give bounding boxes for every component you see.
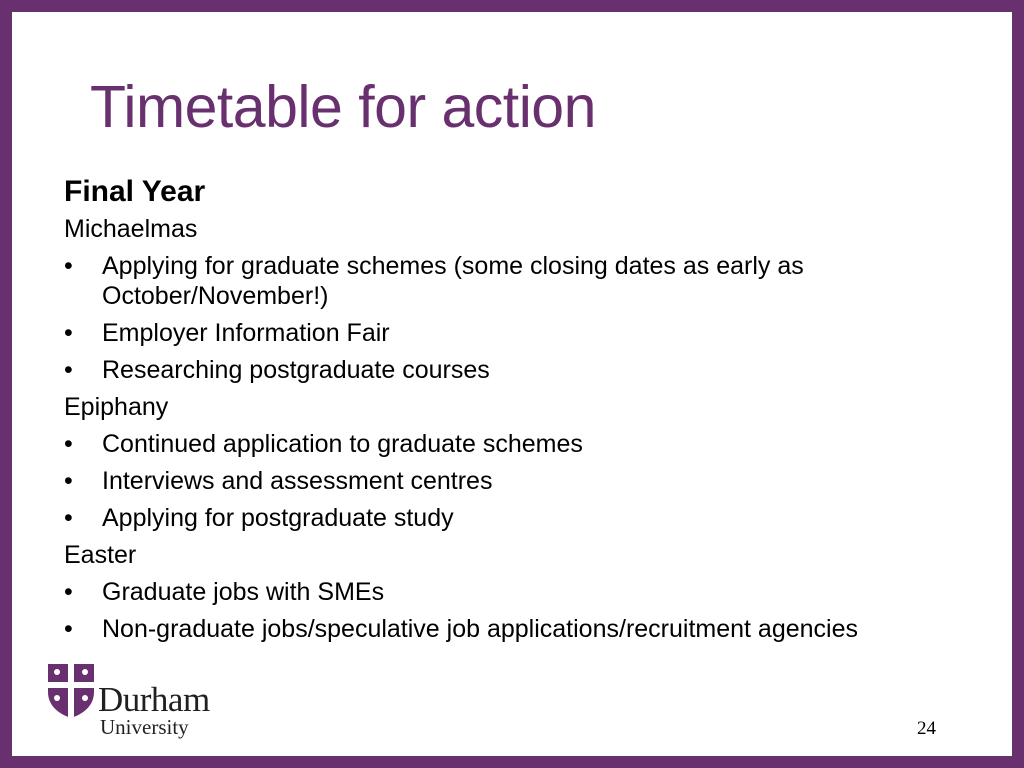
list-item-text: Graduate jobs with SMEs xyxy=(102,578,385,606)
logo-subtitle: University xyxy=(100,715,189,739)
list-item xyxy=(64,355,984,385)
bullet: • xyxy=(64,578,73,606)
section-heading: Final Year xyxy=(64,175,206,208)
bullet: • xyxy=(64,319,73,347)
bullet: • xyxy=(64,504,73,532)
term-easter: Easter xyxy=(64,541,137,569)
list-item-text: Continued application to graduate schemes xyxy=(102,430,583,458)
bullet: • xyxy=(64,356,73,384)
epiphany-list xyxy=(64,429,984,533)
durham-university-logo xyxy=(46,662,246,742)
list-item xyxy=(64,251,984,311)
page-number: 24 xyxy=(917,718,936,739)
list-item-text: Employer Information Fair xyxy=(102,319,390,347)
list-item xyxy=(64,577,984,607)
list-item-text: Researching postgraduate courses xyxy=(102,356,490,384)
list-item xyxy=(64,614,984,644)
term-michaelmas: Michaelmas xyxy=(64,215,198,243)
list-item-text: Applying for postgraduate study xyxy=(102,504,454,532)
slide-content xyxy=(64,174,984,651)
university-crest-icon xyxy=(46,662,96,720)
bullet: • xyxy=(64,430,73,458)
list-item xyxy=(64,503,984,533)
easter-list xyxy=(64,577,984,644)
list-item xyxy=(64,466,984,496)
list-item xyxy=(64,429,984,459)
slide-title: Timetable for action xyxy=(90,74,596,140)
michaelmas-list xyxy=(64,251,984,385)
bullet: • xyxy=(64,467,73,495)
list-item xyxy=(64,318,984,348)
list-item-text: Interviews and assessment centres xyxy=(102,467,493,495)
bullet: • xyxy=(64,615,73,643)
list-item-text: Non-graduate jobs/speculative job applications/recruitment agencies xyxy=(102,615,858,643)
list-item-text: Applying for graduate schemes (some closing dates as early as October/November!) xyxy=(102,252,804,310)
term-epiphany: Epiphany xyxy=(64,393,169,421)
bullet: • xyxy=(64,252,73,280)
logo-wordmark: Durham xyxy=(98,680,210,719)
